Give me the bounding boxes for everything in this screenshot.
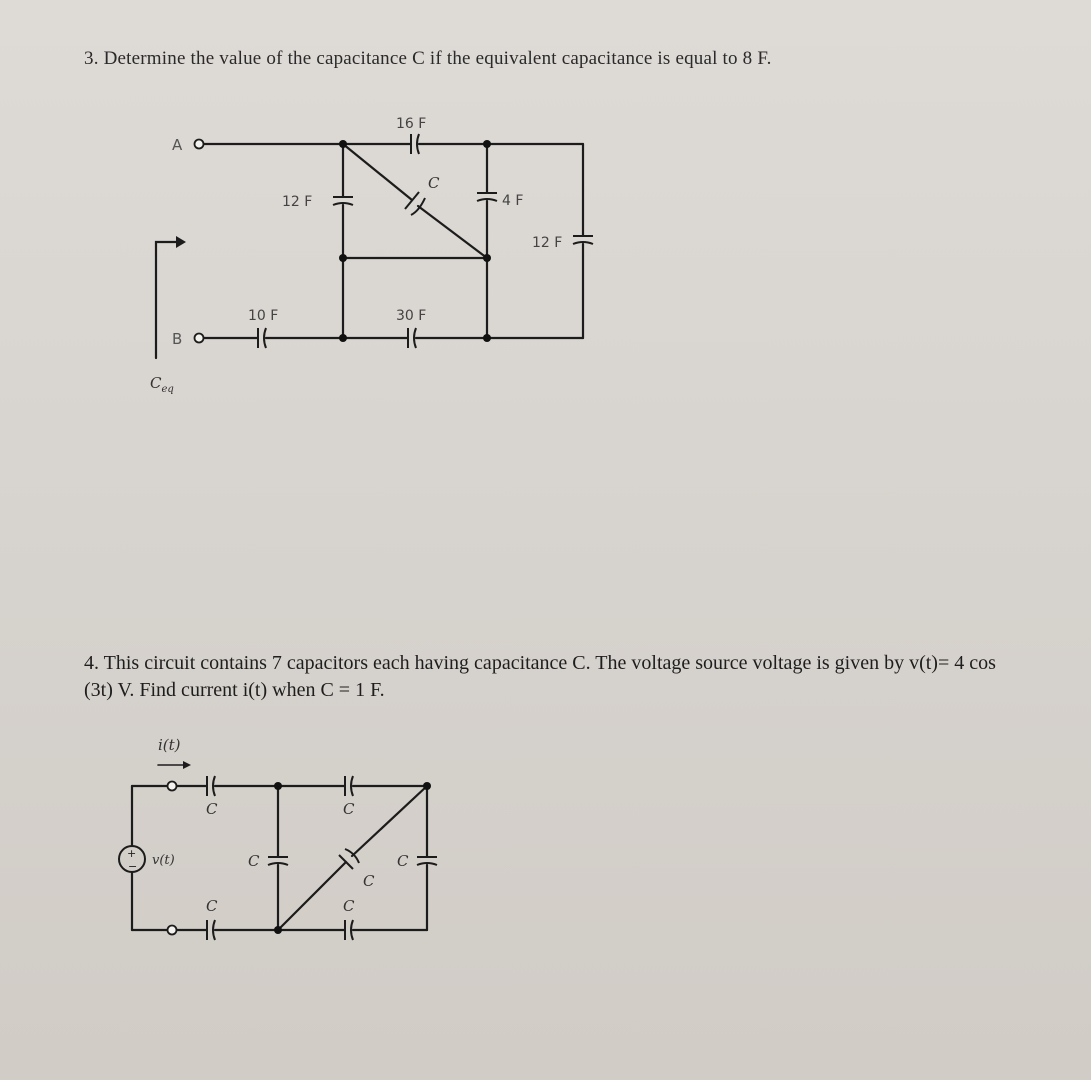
wire-diag-bottom [418, 206, 487, 258]
cap-top-left-label: C [206, 800, 218, 818]
node-a-label: A [172, 136, 183, 154]
terminal-b [195, 334, 204, 343]
cap-c-label: C [428, 174, 440, 192]
junction-dot [483, 140, 491, 148]
source-minus: − [128, 860, 138, 873]
node-b-label: B [172, 330, 183, 348]
junction-dot [483, 254, 491, 262]
problem-3-text: 3. Determine the value of the capacitance C if the equivalent capacitance is equal to 8 F. [84, 48, 772, 69]
cap-4f-label: 4 F [502, 193, 524, 209]
cap-16f-label: 16 F [396, 116, 427, 132]
terminal-a [195, 140, 204, 149]
wire-diag-top [343, 144, 412, 200]
cap-vert-right-label: C [397, 852, 409, 870]
cap-top-right-label: C [343, 800, 355, 818]
ceq-arrowhead-icon [176, 236, 186, 248]
cap-bottom-right-label: C [343, 897, 355, 915]
cap-bottom-left-label: C [206, 897, 218, 915]
cap-vert-mid-label: C [248, 852, 260, 870]
cap-c-plate-1 [405, 192, 419, 209]
ceq-main: C [150, 374, 162, 392]
problem-4-text: 4. This circuit contains 7 capacitors each having capacitance C. The voltage source voltage is given by v(t)= 4 cos (3t) V. Find current i(t) when C = 1 F. [84, 652, 996, 701]
junction-dot [483, 334, 491, 342]
junction-dot [339, 254, 347, 262]
junction-dot [339, 140, 347, 148]
cap-12f-left-label: 12 F [282, 194, 313, 210]
cap-12f-right-label: 12 F [532, 235, 563, 251]
ceq-label [150, 374, 174, 395]
ceq-subscript: eq [161, 384, 174, 395]
source-plus: + [127, 847, 137, 860]
cap-10f-label: 10 F [248, 308, 279, 324]
cap-30f-label: 30 F [396, 308, 427, 324]
current-label: i(t) [158, 736, 181, 754]
source-label: v(t) [152, 853, 175, 868]
junction-dot [339, 334, 347, 342]
cap-diag-label: C [363, 872, 375, 890]
